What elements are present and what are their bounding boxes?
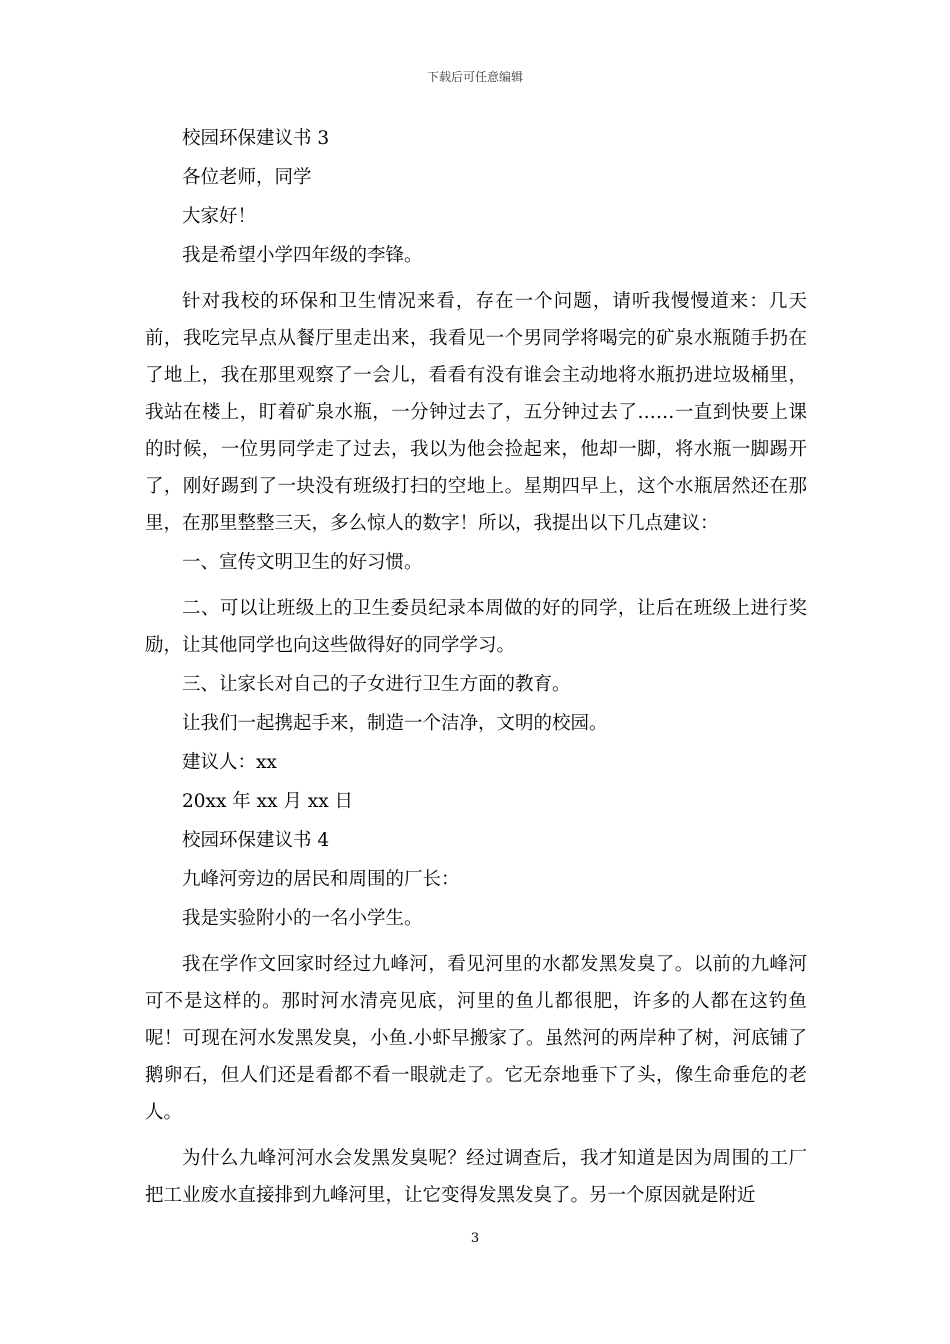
letter-body-paragraph-4b: 为什么九峰河河水会发黑发臭呢？经过调查后，我才知道是因为周围的工厂把工业废水直接排到九峰河里，让它变得发黑发臭了。另一个原因就是附近 xyxy=(145,1148,807,1206)
page-number: 3 xyxy=(470,1231,480,1246)
suggestion-1: 一、宣传文明卫生的好习惯。 xyxy=(182,552,423,573)
letter-hello-3: 大家好！ xyxy=(182,206,257,227)
letter-title-4: 校园环保建议书 4 xyxy=(182,830,330,851)
letter-intro-4: 我是实验附小的一名小学生。 xyxy=(182,908,423,929)
header-note: 下载后可任意编辑 xyxy=(426,70,523,84)
letter-intro-3: 我是希望小学四年级的李锋。 xyxy=(182,245,423,266)
letter-date-3: 20xx 年 xx 月 xx 日 xyxy=(182,791,354,812)
letter-greeting-4: 九峰河旁边的居民和周围的厂长： xyxy=(182,869,460,890)
letter-body-paragraph-3: 针对我校的环保和卫生情况来看，存在一个问题，请听我慢慢道来：几天前，我吃完早点从餐厅里走出来，我看见一个男同学将喝完的矿泉水瓶随手扔在了地上，我在那里观察了一会儿，看看有没有谁会主动地将水瓶扔进垃圾桶里，我站在楼上，盯着矿泉水瓶，一分钟过去了，五分钟过去了……一直到快要上课的时候，一位男同学走了过去，我以为他会捡起来，他却一脚，将水瓶一脚踢开了，刚好踢到了一块没有班级打扫的空地上。星期四早上，这个水瓶居然还在那里，在那里整整三天，多么惊人的数字！所以，我提出以下几点建议： xyxy=(145,291,807,534)
suggestion-3: 三、让家长对自己的子女进行卫生方面的教育。 xyxy=(182,674,571,695)
letter-proposer-3: 建议人：xx xyxy=(182,752,277,773)
document-body xyxy=(145,127,807,1223)
letter-greeting-3: 各位老师，同学 xyxy=(182,167,312,188)
letter-body-paragraph-4a: 我在学作文回家时经过九峰河，看见河里的水都发黑发臭了。以前的九峰河可不是这样的。那时河水清亮见底，河里的鱼儿都很肥，许多的人都在这钓鱼呢！可现在河水发黑发臭，小鱼.小虾早搬家了。虽然河的两岸种了树，河底铺了鹅卵石，但人们还是看都不看一眼就走了。它无奈地垂下了头，像生命垂危的老人。 xyxy=(145,954,807,1123)
letter-closing-3: 让我们一起携起手来，制造一个洁净，文明的校园。 xyxy=(182,713,608,734)
letter-title-3: 校园环保建议书 3 xyxy=(182,128,330,149)
suggestion-2: 二、可以让班级上的卫生委员纪录本周做的好的同学，让后在班级上进行奖励，让其他同学也向这些做得好的同学学习。 xyxy=(145,598,807,656)
